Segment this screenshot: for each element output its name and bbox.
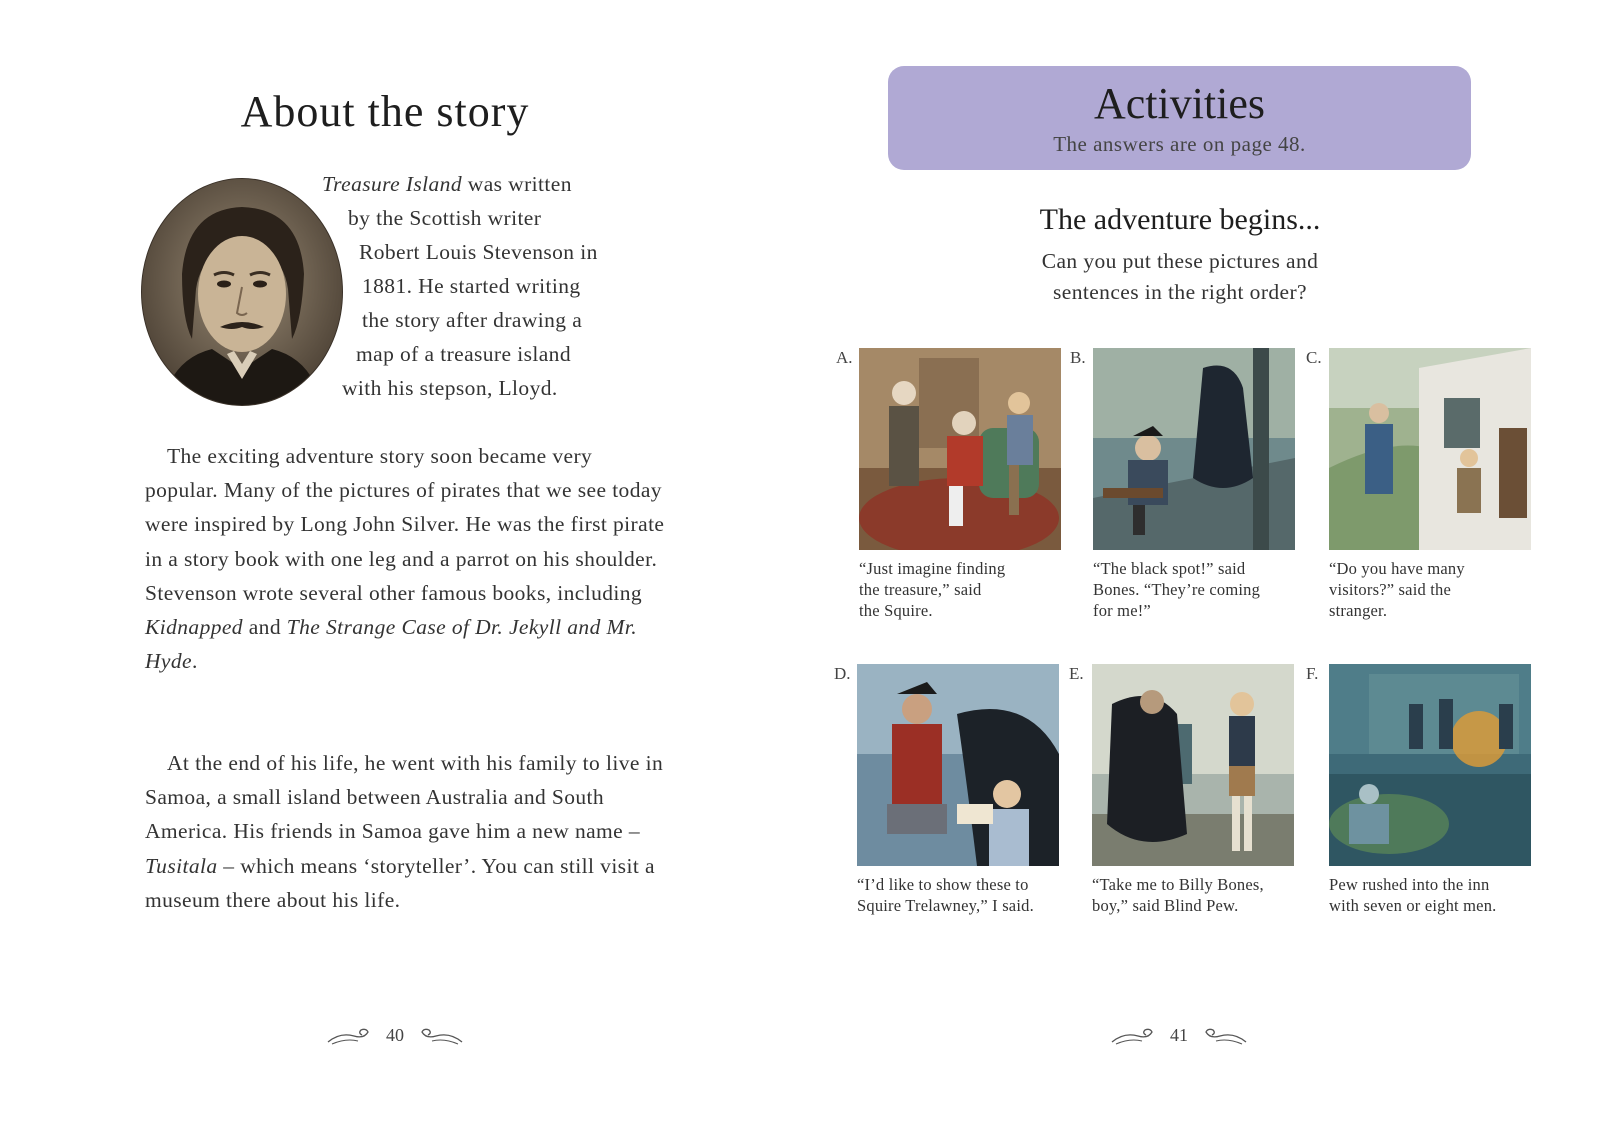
panel-caption: Pew rushed into the inn with seven or eight men. [1329, 875, 1497, 915]
flourish-right-icon [418, 1024, 464, 1046]
author-portrait [141, 178, 343, 406]
panel-letter: A. [836, 348, 853, 367]
answers-note: The answers are on page 48. [1053, 132, 1306, 156]
left-page [0, 0, 790, 1129]
activity-panel-f [1306, 664, 1549, 916]
portrait-illustration [142, 179, 342, 405]
activity-panel-c [1306, 348, 1549, 621]
intro-line-5: the story after drawing a [362, 308, 583, 332]
panel-letter: D. [834, 664, 851, 683]
activity-panel-b [1070, 348, 1313, 621]
activity-panel-e [1069, 664, 1312, 916]
activity-panel-a [836, 348, 1079, 621]
panel-illustration-stranger [1329, 348, 1531, 550]
panel-caption: “Do you have many visitors?” said the stranger. [1329, 559, 1465, 620]
intro-line-3: Robert Louis Stevenson in [359, 240, 598, 264]
activity-instructions: Can you put these pictures and sentences in the right order? [1041, 249, 1319, 304]
panel-illustration-soldier [857, 664, 1059, 866]
paragraph-adventure: The exciting adventure story soon became very popular. Many of the pictures of pirates that we see today were inspired by Long John Silver. He was the first pirate in a story book with one leg and a parrot on his shoulder. Stevenson wrote several other famous books, including Kidnapped and The Strange Case of Dr. Jekyll and Mr. Hyde. [145, 444, 665, 674]
page-title: About the story [240, 87, 530, 136]
book-title-treasure-island: Treasure Island [322, 172, 462, 196]
panel-illustration-blind-pew [1092, 664, 1294, 866]
panel-caption: “Just imagine finding the treasure,” said the Squire. [859, 559, 1006, 620]
panel-illustration-squire [859, 348, 1061, 550]
panel-letter: E. [1069, 664, 1084, 683]
panel-illustration-black-spot [1093, 348, 1295, 550]
book-title-jekyll-hyde: The Strange Case of Dr. Jekyll and Mr. Hyde [145, 615, 637, 674]
activity-panel-d [834, 664, 1077, 916]
intro-line-6: map of a treasure island [356, 342, 571, 366]
section-heading: The adventure begins... [1039, 203, 1321, 236]
intro-line-7: with his stepson, Lloyd. [342, 376, 558, 400]
intro-line-2: by the Scottish writer [348, 206, 542, 230]
flourish-left-icon [1110, 1024, 1156, 1046]
page-number-right: 41 [1110, 1024, 1248, 1046]
panel-caption: “The black spot!” said Bones. “They’re coming for me!” [1093, 559, 1261, 620]
flourish-right-icon [1202, 1024, 1248, 1046]
right-page [800, 0, 1600, 1129]
panel-letter: C. [1306, 348, 1322, 367]
panel-letter: F. [1306, 664, 1319, 683]
activities-banner [888, 66, 1471, 170]
paragraph-samoa: At the end of his life, he went with his family to live in Samoa, a small island between Australia and South America. His friends in Samoa gave him a new name – Tusitala – which means ‘storyteller’. You can still visit a museum there about his life. [145, 751, 664, 912]
book-title-kidnapped: Kidnapped [145, 615, 243, 640]
panel-caption: “Take me to Billy Bones, boy,” said Blind Pew. [1092, 875, 1264, 915]
panel-illustration-inn-raid [1329, 664, 1531, 866]
panel-caption: “I’d like to show these to Squire Trelawney,” I said. [857, 875, 1034, 915]
intro-line-4: 1881. He started writing [362, 274, 581, 298]
panel-letter: B. [1070, 348, 1086, 367]
intro-line-1: Treasure Island was written [322, 172, 572, 196]
name-tusitala: Tusitala [145, 853, 218, 878]
activities-title: Activities [1093, 79, 1266, 128]
flourish-left-icon [326, 1024, 372, 1046]
page-number-left: 40 [326, 1024, 464, 1046]
